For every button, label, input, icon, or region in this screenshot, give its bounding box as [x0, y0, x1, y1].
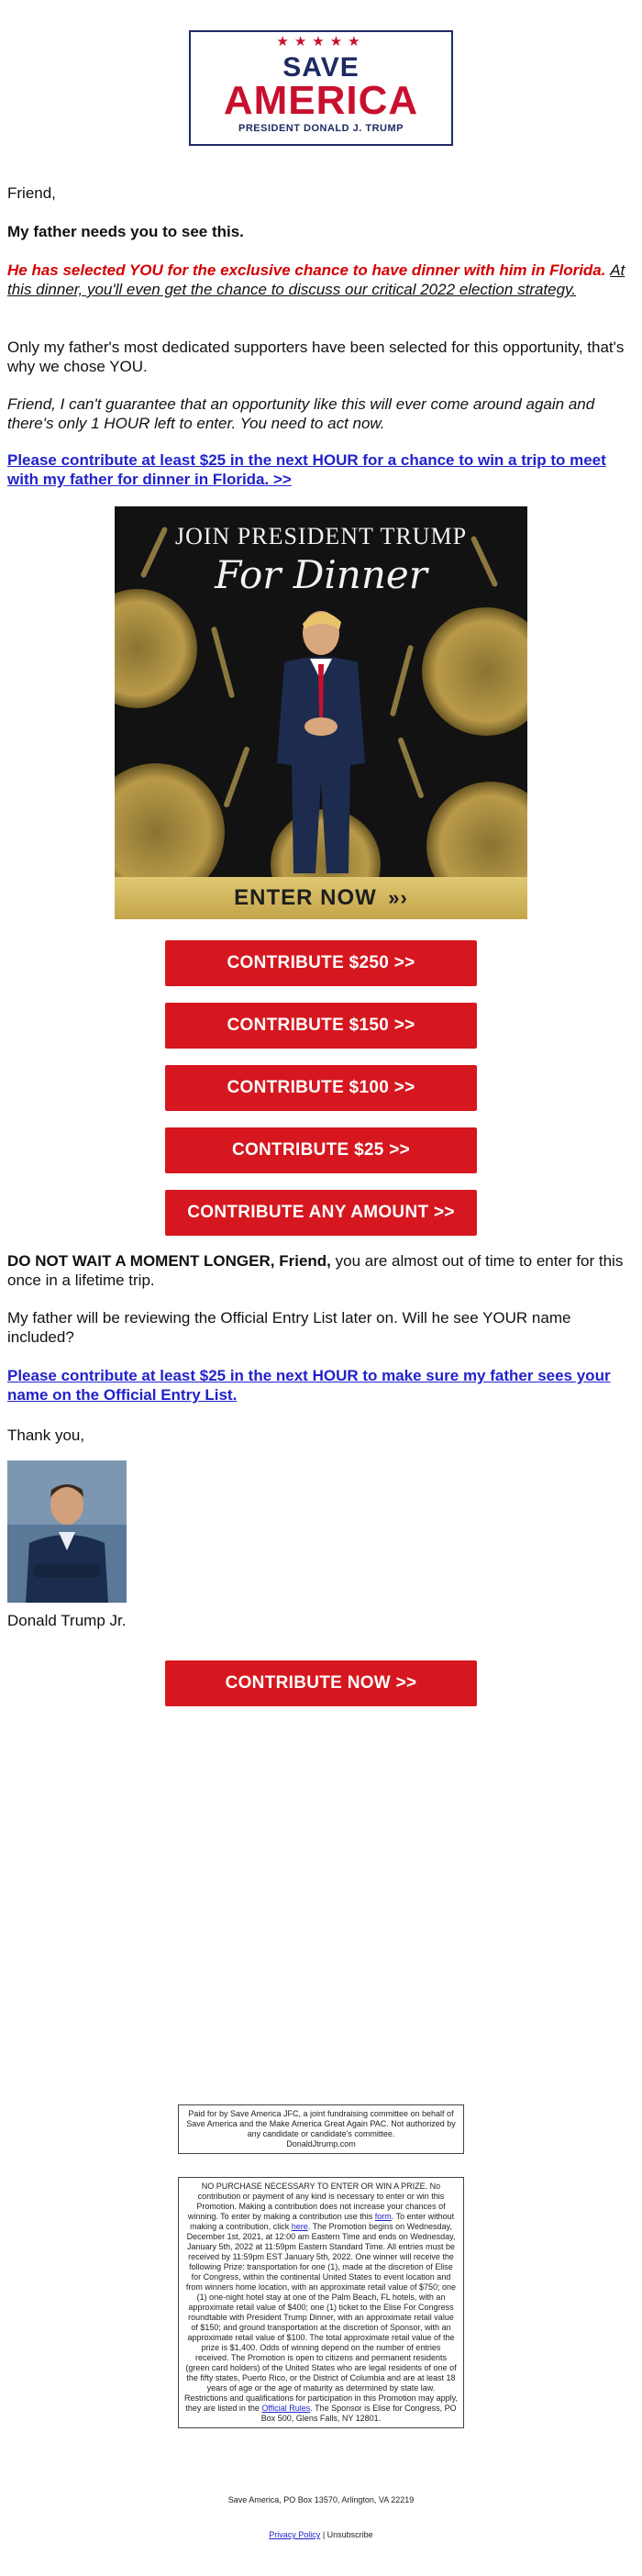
rules-text-2: . To enter without making a contribution, click	[190, 2212, 455, 2231]
contribute-25-button[interactable]: CONTRIBUTE $25 >>	[165, 1127, 477, 1173]
wait-paragraph	[7, 1251, 636, 1290]
paid-for-text: Paid for by Save America JFC, a joint fundraising committee on behalf of Save America and the Make America Great Again PAC. Not authorized by any candidate or candidate's committee.	[186, 2109, 456, 2138]
president-figure	[266, 607, 376, 877]
enter-now-bar[interactable]	[115, 877, 527, 919]
stars-icon: ★★★★★	[276, 34, 366, 50]
paid-for-disclaimer	[178, 2104, 464, 2154]
save-america-logo	[189, 30, 453, 146]
contribute-link-paragraph	[7, 450, 636, 489]
plate-graphic	[115, 589, 197, 708]
headline: My father needs you to see this.	[7, 223, 244, 240]
promotion-rules-box	[178, 2177, 464, 2428]
plate-graphic	[422, 607, 527, 736]
dinner-banner-image[interactable]	[115, 506, 527, 919]
contribute-now-button[interactable]: CONTRIBUTE NOW >>	[165, 1660, 477, 1706]
fork-icon	[223, 746, 250, 808]
intro-red-text: He has selected YOU for the exclusive chance to have dinner with him in Florida.	[7, 261, 606, 279]
contribute-150-button[interactable]: CONTRIBUTE $150 >>	[165, 1003, 477, 1049]
contribute-link-1[interactable]: Please contribute at least $25 in the next HOUR for a chance to win a trip to meet with my father for dinner in Florida. >>	[7, 451, 606, 488]
banner-title: JOIN PRESIDENT TRUMP	[174, 523, 468, 550]
logo-save-text: SAVE	[282, 52, 360, 83]
knife-icon	[397, 737, 425, 799]
contribute-250-button[interactable]: CONTRIBUTE $250 >>	[165, 940, 477, 986]
supporters-paragraph: Only my father's most dedicated supporters have been selected for this opportunity, that's why we chose YOU.	[7, 339, 625, 375]
intro-paragraph	[7, 261, 636, 299]
privacy-policy-link[interactable]: Privacy Policy	[269, 2530, 321, 2539]
rules-form-link[interactable]: form	[374, 2212, 392, 2221]
logo-president-text: PRESIDENT DONALD J. TRUMP	[238, 123, 404, 134]
rules-text-4: . The Sponsor is Elise for Congress, PO Box 500, Glens Falls, NY 12801.	[260, 2404, 457, 2423]
review-paragraph: My father will be reviewing the Official Entry List later on. Will he see YOUR name included?	[7, 1309, 571, 1346]
triple-chevron-right-icon: »›	[388, 886, 408, 909]
signature-name: Donald Trump Jr.	[7, 1612, 127, 1629]
rules-text-3: . The Promotion begins on Wednesday, December 1st, 2021, at 12:00 am Eastern Time and ends on Wednesday, January 5th, 2022 at 11:59pm Eastern Standard Time. All entries must be received by 11:59pm EST January 5th, 2022. One winner will receive the following Prize: transportation for one (1), made at the discretion of Elise for Congress, within the continental United States to event location and from winners home location, with an approximate retail value of $750; one (1) one-night hotel stay at one of the Palm Beach, FL hotels, with an approximate retail value of $400; one (1) ticket to the Elise For Congress roundtable with President Trump Dinner, with an approximate retail value of $150; and ground transportation at the discretion of Sponsor, with an approximate retail value of $100. The total approximate retail value of the prize is $1,400. Odds of winning depend on the number of entries received. The Promotion is open to citizens and permanent residents (green card holders) of the United States who are legal residents of one of the fifty states, Puerto Rico, or the District of Columbia and are at least 18 years of age or the age of maturity as determined by state law. Restrictions and qualifications for participation in this Promotion may apply, they are listed in the	[184, 2222, 458, 2413]
intro-underlined-text: At this dinner, you'll even get the chance to discuss our critical 2022 election strategy.	[7, 261, 625, 298]
banner-subtitle: For Dinner	[215, 552, 427, 597]
rules-here-link[interactable]: here	[291, 2222, 308, 2231]
site-text: DonaldJtrump.com	[286, 2139, 356, 2149]
enter-now-label: ENTER NOW	[234, 885, 377, 910]
wait-rest-text: you are almost out of time to enter for this once in a lifetime trip.	[7, 1252, 624, 1289]
closing-text: Thank you,	[7, 1427, 85, 1444]
knife-icon	[390, 645, 415, 717]
contribute-link-2[interactable]: Please contribute at least $25 in the next HOUR to make sure my father sees your name on the Official Entry List.	[7, 1367, 611, 1404]
logo-america-text: AMERICA	[223, 78, 419, 123]
official-rules-link[interactable]: Official Rules	[261, 2404, 311, 2413]
rules-text-1: NO PURCHASE NECESSARY TO ENTER OR WIN A PRIZE. No contribution or payment of any kind is necessary to enter or win this Promotion. Making a contribution does not increase your chances of winning. To enter by making a contribution use this	[187, 2182, 446, 2221]
fork-icon	[211, 627, 236, 699]
mailing-address: Save America, PO Box 13570, Arlington, VA 22219	[227, 2495, 415, 2504]
contribute-any-amount-button[interactable]: CONTRIBUTE ANY AMOUNT >>	[165, 1190, 477, 1236]
contribute-100-button[interactable]: CONTRIBUTE $100 >>	[165, 1065, 477, 1111]
urgency-paragraph: Friend, I can't guarantee that an opportunity like this will ever come around again and there's only 1 HOUR left to enter. You need to act now.	[7, 395, 595, 432]
donald-trump-jr-photo	[7, 1460, 127, 1603]
greeting: Friend,	[7, 184, 56, 202]
contribute-link-2-paragraph	[7, 1366, 636, 1405]
wait-bold-text: DO NOT WAIT A MOMENT LONGER, Friend,	[7, 1252, 331, 1270]
unsubscribe-link[interactable]: Unsubscribe	[327, 2530, 373, 2539]
footer-separator: |	[320, 2530, 327, 2539]
footer-links	[0, 2530, 642, 2539]
